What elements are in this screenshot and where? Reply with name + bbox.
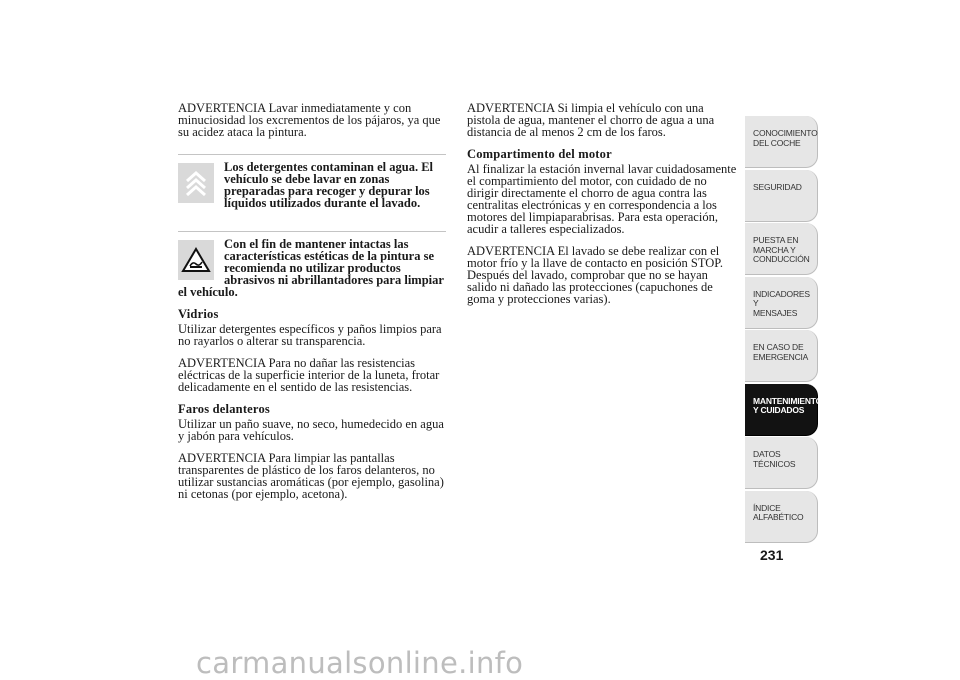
warning-triangle-icon	[178, 240, 214, 280]
left-column	[178, 102, 446, 510]
heading-faros: Faros delanteros	[178, 402, 270, 416]
paragraph-bird-droppings: ADVERTENCIA Lavar inmediatamente y con minuciosidad los excrementos de los pájaros, ya que su acidez ataca la pintura.	[178, 101, 441, 139]
tab-puesta-en-marcha[interactable]: PUESTA EN MARCHA Y CONDUCCIÓN	[745, 223, 818, 275]
paragraph-motor: Al finalizar la estación invernal lavar cuidadosamente el compartimiento del motor, con cuidado de no dirigir directamente el chorro de agua contra las centralitas electrónicas y en correspondencia a los motores del limpiaparabrisas. Para esta operación, acudir a talleres especializados.	[467, 162, 737, 236]
heading-vidrios: Vidrios	[178, 307, 219, 321]
tab-indicadores[interactable]: INDICADORES Y MENSAJES	[745, 277, 818, 329]
paragraph-resistencias: ADVERTENCIA Para no dañar las resistencias eléctricas de la superficie interior de la luneta, frotar delicadamente en el sentido de las resistencias.	[178, 356, 440, 394]
page-number: 231	[760, 547, 784, 563]
tab-conocimiento[interactable]: CONOCIMIENTO DEL COCHE	[745, 116, 818, 168]
right-column	[467, 102, 740, 315]
paragraph-stop: ADVERTENCIA El lavado se debe realizar con el motor frío y la llave de contacto en posición STOP. Después del lavado, comprobar que no se hayan salido ni dañado las protecciones (capuchones de goma y protecciones varias).	[467, 244, 723, 306]
tab-emergencia[interactable]: EN CASO DE EMERGENCIA	[745, 330, 818, 382]
recycle-chevrons-icon	[178, 163, 214, 203]
tab-seguridad[interactable]: SEGURIDAD	[745, 170, 818, 222]
note-warning-text: Con el fin de mantener intactas las características estéticas de la pintura se recomienda no utilizar productos abrasivos ni abrillantadores para limpiar el vehículo.	[178, 237, 444, 299]
watermark: carmanualsonline.info	[196, 646, 524, 680]
note-warning	[178, 231, 446, 298]
paragraph-vidrios: Utilizar detergentes específicos y paños limpios para no rayarlos o alterar su transparencia.	[178, 322, 442, 348]
tab-datos-tecnicos[interactable]: DATOS TÉCNICOS	[745, 437, 818, 489]
tab-indice[interactable]: ÍNDICE ALFABÉTICO	[745, 491, 818, 543]
heading-motor: Compartimento del motor	[467, 147, 612, 161]
tab-mantenimiento[interactable]: MANTENIMIENTO Y CUIDADOS	[745, 384, 818, 436]
note-environment-text: Los detergentes contaminan el agua. El vehículo se debe lavar en zonas preparadas para recoger y depurar los líquidos utilizados durante el lavado.	[224, 160, 434, 210]
section-index-tabs	[745, 116, 823, 544]
paragraph-faros: Utilizar un paño suave, no seco, humedecido en agua y jabón para vehículos.	[178, 417, 444, 443]
paragraph-pantallas: ADVERTENCIA Para limpiar las pantallas transparentes de plástico de los faros delanteros, no utilizar sustancias aromáticas (por ejemplo, gasolina) ni cetonas (por ejemplo, acetona).	[178, 451, 444, 501]
note-environment	[178, 154, 446, 209]
paragraph-pistola: ADVERTENCIA Si limpia el vehículo con una pistola de agua, mantener el chorro de agua a una distancia de al menos 2 cm de los faros.	[467, 101, 715, 139]
